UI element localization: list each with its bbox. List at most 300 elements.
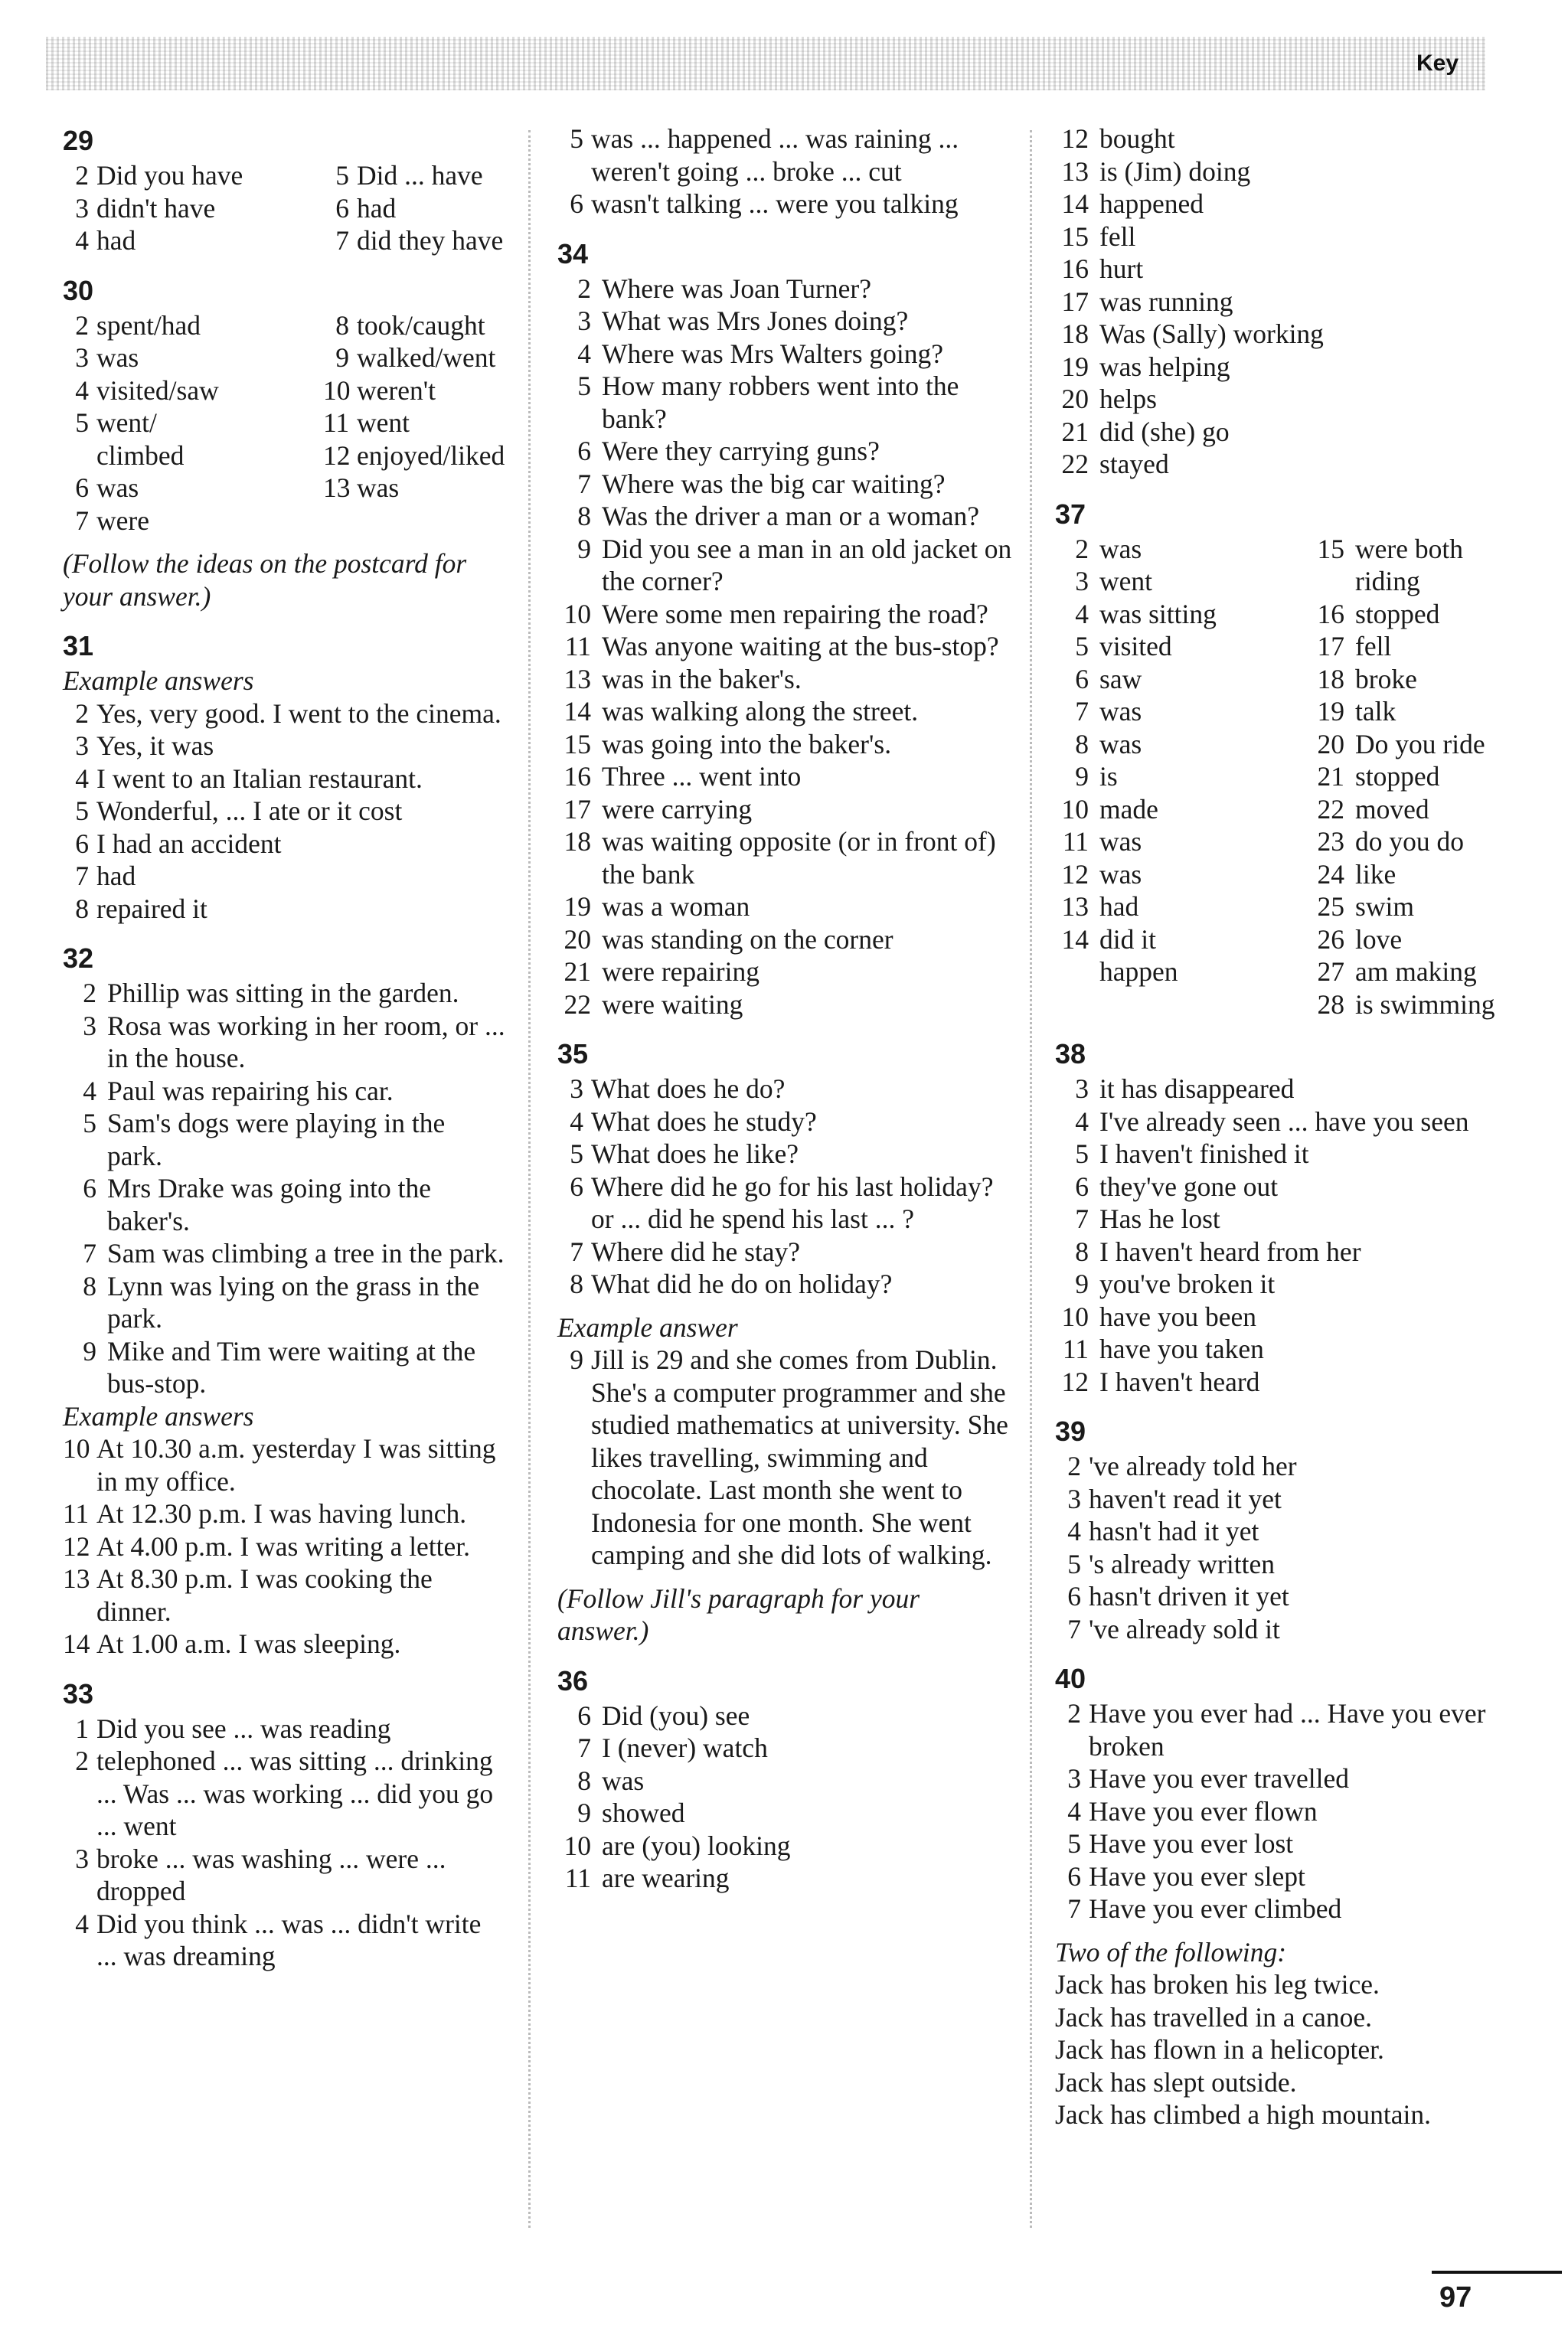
section-32-items [63, 977, 507, 1400]
answer-line: Jack has flown in a helicopter. [1055, 2034, 1384, 2065]
answer-cell [63, 192, 323, 225]
answer-cell [323, 407, 507, 439]
item-number: 7 [75, 505, 89, 536]
item-text: was walking along the street. [602, 696, 919, 727]
item-number: 6 [1075, 1171, 1089, 1202]
item-text: fell [1355, 631, 1392, 661]
item-text: repaired it [96, 893, 207, 924]
item-text: Have you ever flown [1089, 1795, 1318, 1827]
item-text: Was the driver a man or a woman? [602, 501, 979, 531]
item-number: 7 [1067, 1893, 1081, 1924]
item-number: 7 [75, 861, 89, 891]
item-number: 3 [1075, 1073, 1089, 1104]
answer-cell [323, 472, 507, 505]
answer-row [1055, 728, 1514, 761]
answer-cell [1311, 760, 1514, 793]
item-text: was [1099, 858, 1142, 890]
item-number: 6 [577, 436, 591, 466]
list-item [1055, 1762, 1514, 1795]
item-text: Did you have [96, 160, 243, 191]
section-36-items [557, 1700, 1017, 1895]
example-label: Two of the following: [1055, 1936, 1287, 1968]
item-number: 2 [75, 697, 89, 729]
answer-row [1055, 858, 1514, 891]
answer-row [63, 472, 507, 505]
item-text: hurt [1099, 253, 1144, 284]
answer-cell [323, 159, 507, 192]
item-text: Lynn was lying on the grass in the park. [107, 1270, 480, 1334]
list-item [63, 1237, 507, 1270]
answer-row [1055, 793, 1514, 826]
item-text: is [1099, 761, 1118, 792]
list-item [557, 1105, 1017, 1138]
item-text: had [357, 192, 397, 224]
item-text: had [1099, 891, 1139, 922]
item-text: saw [1099, 663, 1142, 694]
item-number: 2 [1067, 1451, 1081, 1481]
section-heading: 37 [1055, 498, 1086, 530]
item-text: fell [1099, 220, 1136, 252]
list-item [63, 795, 507, 828]
item-text: stayed [1099, 449, 1169, 479]
item-text: Phillip was sitting in the garden. [107, 978, 459, 1008]
list-item [557, 728, 1017, 761]
item-text: was helping [1099, 351, 1230, 382]
item-number: 3 [577, 305, 591, 336]
answer-row [63, 407, 507, 439]
item-number: 8 [570, 1269, 583, 1299]
item-number: 9 [1075, 761, 1089, 792]
item-text: do you do [1355, 826, 1464, 857]
section-37-rows [1055, 533, 1514, 1021]
item-number: 7 [1067, 1613, 1081, 1644]
answer-row [1055, 988, 1514, 1021]
list-item [1055, 286, 1514, 318]
item-text: have you been [1099, 1301, 1257, 1332]
answer-row [63, 224, 507, 257]
header-key-label: Key [1416, 51, 1459, 76]
list-item [1055, 1450, 1514, 1483]
item-number: 4 [1075, 598, 1089, 629]
item-text: What does he like? [591, 1138, 799, 1169]
section-39-items [1055, 1450, 1514, 1645]
answer-cell [1311, 728, 1514, 761]
list-item [557, 793, 1017, 826]
list-item [63, 1172, 507, 1237]
answer-row [1055, 598, 1514, 631]
answer-cell [1311, 955, 1514, 988]
item-number: 26 [1317, 923, 1344, 955]
item-text: showed [602, 1798, 685, 1828]
item-text: Was anyone waiting at the bus-stop? [602, 631, 999, 661]
item-text: I've already seen ... have you seen [1099, 1105, 1469, 1137]
list-item [1055, 1515, 1514, 1548]
list-item [1055, 416, 1514, 449]
list-item [557, 338, 1017, 371]
item-number: 5 [570, 123, 583, 154]
item-text: Have you ever travelled [1089, 1763, 1350, 1794]
item-number: 8 [1075, 1236, 1089, 1267]
item-text: was [96, 472, 139, 503]
list-item [1055, 1548, 1514, 1581]
answer-row [63, 192, 507, 225]
list-item [63, 1107, 507, 1172]
item-text: Did (you) see [602, 1700, 750, 1731]
list-item [63, 1628, 507, 1661]
item-number: 4 [577, 338, 591, 369]
list-item [557, 598, 1017, 631]
item-text: moved [1355, 793, 1429, 825]
section-32-items-2 [63, 1432, 507, 1661]
item-text: riding [1355, 566, 1420, 596]
list-item [1055, 188, 1514, 220]
answer-line: Jack has slept outside. [1055, 2066, 1297, 2098]
item-number: 17 [1317, 631, 1344, 661]
item-number: 5 [1067, 1828, 1081, 1859]
instruction-note: (Follow Jill's paragraph for your answer.) [557, 1582, 920, 1646]
list-item [557, 663, 1017, 696]
section-heading: 29 [63, 125, 94, 156]
list-item [557, 955, 1017, 988]
answer-row [1055, 695, 1514, 728]
item-number: 21 [1061, 416, 1089, 447]
item-number: 14 [1061, 923, 1089, 955]
list-item [557, 1700, 1017, 1732]
item-number: 9 [83, 1335, 96, 1367]
page-number: 97 [1439, 2281, 1472, 2314]
section-heading: 36 [557, 1664, 589, 1697]
item-text: are wearing [602, 1863, 730, 1893]
list-item [557, 760, 1017, 793]
item-number: 12 [1061, 123, 1089, 154]
item-text: Paul was repairing his car. [107, 1075, 394, 1106]
list-item [63, 1432, 507, 1497]
answer-row [1055, 955, 1514, 988]
item-text: Have you ever climbed [1089, 1893, 1342, 1924]
item-text: happened [1099, 188, 1204, 219]
answer-row [1055, 760, 1514, 793]
item-number: 6 [83, 1173, 96, 1203]
item-text: Did you think ... was ... didn't write ... was dreaming [96, 1908, 482, 1971]
list-item [557, 1862, 1017, 1895]
list-item [1055, 1860, 1514, 1893]
list-item [63, 730, 507, 763]
item-number: 4 [83, 1075, 96, 1106]
answer-row [1055, 533, 1514, 566]
item-text: At 10.30 a.m. yesterday I was sitting in my office. [96, 1433, 496, 1497]
item-text: Yes, very good. I went to the cinema. [96, 697, 501, 729]
item-text: you've broken it [1099, 1269, 1276, 1299]
item-number: 5 [83, 1108, 96, 1138]
item-number: 2 [1075, 533, 1089, 564]
item-text: I had an accident [96, 828, 282, 859]
answer-line: Jack has travelled in a canoe. [1055, 2001, 1372, 2033]
item-text: did they have [357, 225, 504, 256]
answer-cell [1055, 825, 1311, 858]
item-text: went [357, 407, 410, 438]
example-label: Example answers [63, 1400, 254, 1432]
item-number: 5 [335, 160, 349, 191]
item-text: happen [1099, 956, 1178, 987]
item-number: 6 [335, 192, 349, 224]
item-number: 9 [577, 1798, 591, 1828]
answer-line: Jack has broken his leg twice. [1055, 1969, 1380, 2000]
item-number: 20 [1061, 384, 1089, 414]
answer-cell [1311, 825, 1514, 858]
item-text: were [96, 505, 149, 536]
item-text: telephoned ... was sitting ... drinking ... Was ... was working ... did you go ... went [96, 1746, 494, 1841]
item-number: 13 [63, 1563, 90, 1594]
section-heading: 30 [63, 274, 94, 306]
list-item [557, 370, 1017, 435]
list-item [63, 977, 507, 1010]
answer-cell [1055, 533, 1311, 566]
list-item [557, 825, 1017, 890]
item-number: 21 [1317, 761, 1344, 792]
item-number: 4 [570, 1105, 583, 1137]
item-number: 12 [63, 1530, 90, 1562]
list-item [1055, 1333, 1514, 1366]
item-text: Rosa was working in her room, or ... in the house. [107, 1010, 505, 1073]
item-number: 28 [1317, 988, 1344, 1020]
answer-cell [1055, 760, 1311, 793]
item-number: 7 [1075, 1203, 1089, 1234]
item-text: Sam's dogs were playing in the park. [107, 1108, 446, 1171]
item-text: hasn't driven it yet [1089, 1581, 1289, 1612]
item-number: 15 [1317, 533, 1344, 564]
item-text: did it [1099, 923, 1156, 955]
item-number: 14 [564, 696, 591, 727]
answer-cell [1311, 988, 1514, 1021]
answer-cell [1311, 890, 1514, 923]
item-number: 3 [1067, 1483, 1081, 1514]
answer-row [1055, 923, 1514, 956]
list-item [63, 763, 507, 795]
item-number: 8 [577, 501, 591, 531]
item-number: 2 [83, 978, 96, 1008]
section-35-items [557, 1073, 1017, 1301]
item-number: 5 [1075, 631, 1089, 661]
item-number: 3 [1075, 566, 1089, 596]
item-number: 6 [570, 1171, 583, 1202]
item-number: 24 [1317, 858, 1344, 890]
list-item [1055, 1697, 1514, 1762]
item-text: Jill is 29 and she comes from Dublin. She's a computer programmer and she studied mathematics at university. She likes travelling, swimming and chocolate. Last month she went to Indonesia for one month. She went camping and she did lots of walking. [591, 1344, 1008, 1570]
item-text: were waiting [602, 988, 743, 1020]
item-text: What does he study? [591, 1105, 817, 1137]
item-text: Did you see a man in an old jacket on the corner? [602, 533, 1012, 596]
item-number: 6 [1067, 1581, 1081, 1612]
column-2 [557, 122, 1017, 1895]
item-text: Where did he go for his last holiday? or ... did he spend his last ... ? [591, 1171, 994, 1234]
answer-cell [1055, 955, 1311, 988]
item-number: 6 [1075, 663, 1089, 694]
item-text: climbed [96, 439, 185, 471]
item-text: is swimming [1355, 988, 1495, 1020]
answer-cell [1311, 533, 1514, 566]
item-text: At 12.30 p.m. I was having lunch. [96, 1498, 467, 1529]
item-text: hasn't had it yet [1089, 1516, 1259, 1546]
item-text: were both [1355, 533, 1463, 564]
item-text: was sitting [1099, 598, 1217, 629]
list-item [1055, 448, 1514, 481]
answer-cell [323, 224, 507, 257]
item-text: I (never) watch [602, 1732, 768, 1763]
item-text: At 4.00 p.m. I was writing a letter. [96, 1530, 471, 1562]
item-text: had [96, 861, 136, 891]
list-item [63, 1497, 507, 1530]
item-number: 7 [335, 225, 349, 256]
list-item [557, 468, 1017, 501]
item-text: I haven't heard from her [1099, 1236, 1361, 1267]
item-number: 5 [570, 1138, 583, 1169]
item-number: 25 [1317, 891, 1344, 922]
item-text: was standing on the corner [602, 923, 893, 955]
item-number: 9 [1075, 1269, 1089, 1299]
answer-row [63, 439, 507, 472]
list-item [557, 923, 1017, 956]
section-heading: 39 [1055, 1416, 1086, 1447]
list-item [63, 893, 507, 926]
item-text: didn't have [96, 192, 216, 224]
list-item [557, 1732, 1017, 1765]
item-text: At 8.30 p.m. I was cooking the dinner. [96, 1563, 433, 1627]
list-item [63, 828, 507, 861]
section-36-items-cont [1055, 122, 1514, 481]
list-item [557, 1138, 1017, 1171]
item-number: 22 [1061, 449, 1089, 479]
item-number: 15 [564, 728, 591, 759]
answer-row [1055, 663, 1514, 696]
list-item [557, 273, 1017, 305]
list-item [557, 122, 1017, 188]
list-item [557, 1236, 1017, 1269]
list-item [557, 1344, 1017, 1572]
item-text: was [357, 472, 400, 503]
section-33-items [63, 1713, 507, 1973]
item-number: 4 [1067, 1516, 1081, 1546]
answer-row [63, 374, 507, 407]
item-text: 's already written [1089, 1548, 1275, 1579]
item-number: 4 [1067, 1795, 1081, 1827]
item-text: was in the baker's. [602, 663, 802, 694]
answer-cell [323, 505, 507, 537]
item-text: was [1099, 533, 1142, 564]
item-text: Was (Sally) working [1099, 318, 1324, 349]
item-number: 13 [564, 663, 591, 694]
answer-cell [1311, 663, 1514, 696]
section-heading: 33 [63, 1677, 94, 1710]
list-item [557, 435, 1017, 468]
item-number: 23 [1317, 826, 1344, 857]
item-number: 13 [1061, 155, 1089, 187]
item-text: were repairing [602, 956, 760, 987]
item-text: was running [1099, 286, 1233, 317]
item-text: visited/saw [96, 374, 219, 406]
instruction-note: (Follow the ideas on the postcard for your answer.) [63, 548, 467, 612]
item-text: 've already told her [1089, 1451, 1297, 1481]
item-number: 11 [323, 407, 350, 438]
item-number: 16 [564, 761, 591, 792]
item-number: 17 [564, 793, 591, 825]
answer-cell [63, 374, 323, 407]
page-number-rule [1432, 2271, 1562, 2274]
section-heading: 38 [1055, 1038, 1086, 1070]
item-number: 22 [1317, 793, 1344, 825]
item-text: visited [1099, 631, 1172, 661]
answer-cell [1055, 793, 1311, 826]
item-text: did (she) go [1099, 416, 1230, 447]
section-33-items-cont [557, 122, 1017, 220]
section-31-items [63, 697, 507, 926]
item-text: Sam was climbing a tree in the park. [107, 1238, 505, 1269]
answer-cell [323, 341, 507, 374]
item-text: they've gone out [1099, 1171, 1279, 1202]
item-number: 11 [564, 631, 591, 661]
answer-cell [1055, 565, 1311, 598]
answer-cell [1311, 858, 1514, 891]
item-text: haven't read it yet [1089, 1483, 1282, 1514]
item-number: 2 [577, 273, 591, 304]
answer-cell [1311, 695, 1514, 728]
answer-cell [1055, 695, 1311, 728]
item-text: was [96, 342, 139, 373]
item-text: was waiting opposite (or in front of) the bank [602, 826, 996, 890]
list-item [1055, 1105, 1514, 1138]
item-text: Have you ever lost [1089, 1828, 1294, 1859]
item-text: bought [1099, 123, 1175, 154]
item-text: Have you ever slept [1089, 1860, 1305, 1892]
item-number: 17 [1061, 286, 1089, 317]
item-number: 8 [75, 893, 89, 924]
answer-row [63, 309, 507, 342]
item-text: Mike and Tim were waiting at the bus-stop. [107, 1335, 476, 1399]
item-number: 20 [564, 923, 591, 955]
answer-cell [323, 192, 507, 225]
item-text: Three ... went into [602, 761, 802, 792]
answer-cell [323, 374, 507, 407]
item-number: 5 [577, 371, 591, 401]
list-item [557, 1268, 1017, 1301]
list-item [1055, 122, 1514, 155]
item-number: 6 [75, 472, 89, 503]
list-item [557, 188, 1017, 220]
list-item [557, 533, 1017, 598]
item-text: spent/had [96, 309, 201, 341]
example-label: Example answer [557, 1311, 738, 1343]
list-item [63, 1713, 507, 1746]
item-number: 14 [1061, 188, 1089, 219]
item-text: talk [1355, 696, 1396, 727]
item-number: 5 [75, 407, 89, 438]
item-number: 7 [577, 468, 591, 499]
item-text: How many robbers went into the bank? [602, 371, 959, 434]
item-text: Mrs Drake was going into the baker's. [107, 1173, 431, 1236]
answer-row [1055, 890, 1514, 923]
list-item [1055, 1203, 1514, 1236]
section-38-items [1055, 1073, 1514, 1398]
item-text: were carrying [602, 793, 753, 825]
item-text: At 1.00 a.m. I was sleeping. [96, 1628, 401, 1659]
list-item [1055, 1171, 1514, 1203]
example-label: Example answers [63, 665, 254, 696]
item-number: 22 [564, 988, 591, 1020]
section-29-rows [63, 159, 507, 257]
item-number: 2 [75, 1746, 89, 1776]
answer-cell [63, 505, 323, 537]
header-band [46, 37, 1485, 90]
item-number: 10 [564, 598, 591, 629]
